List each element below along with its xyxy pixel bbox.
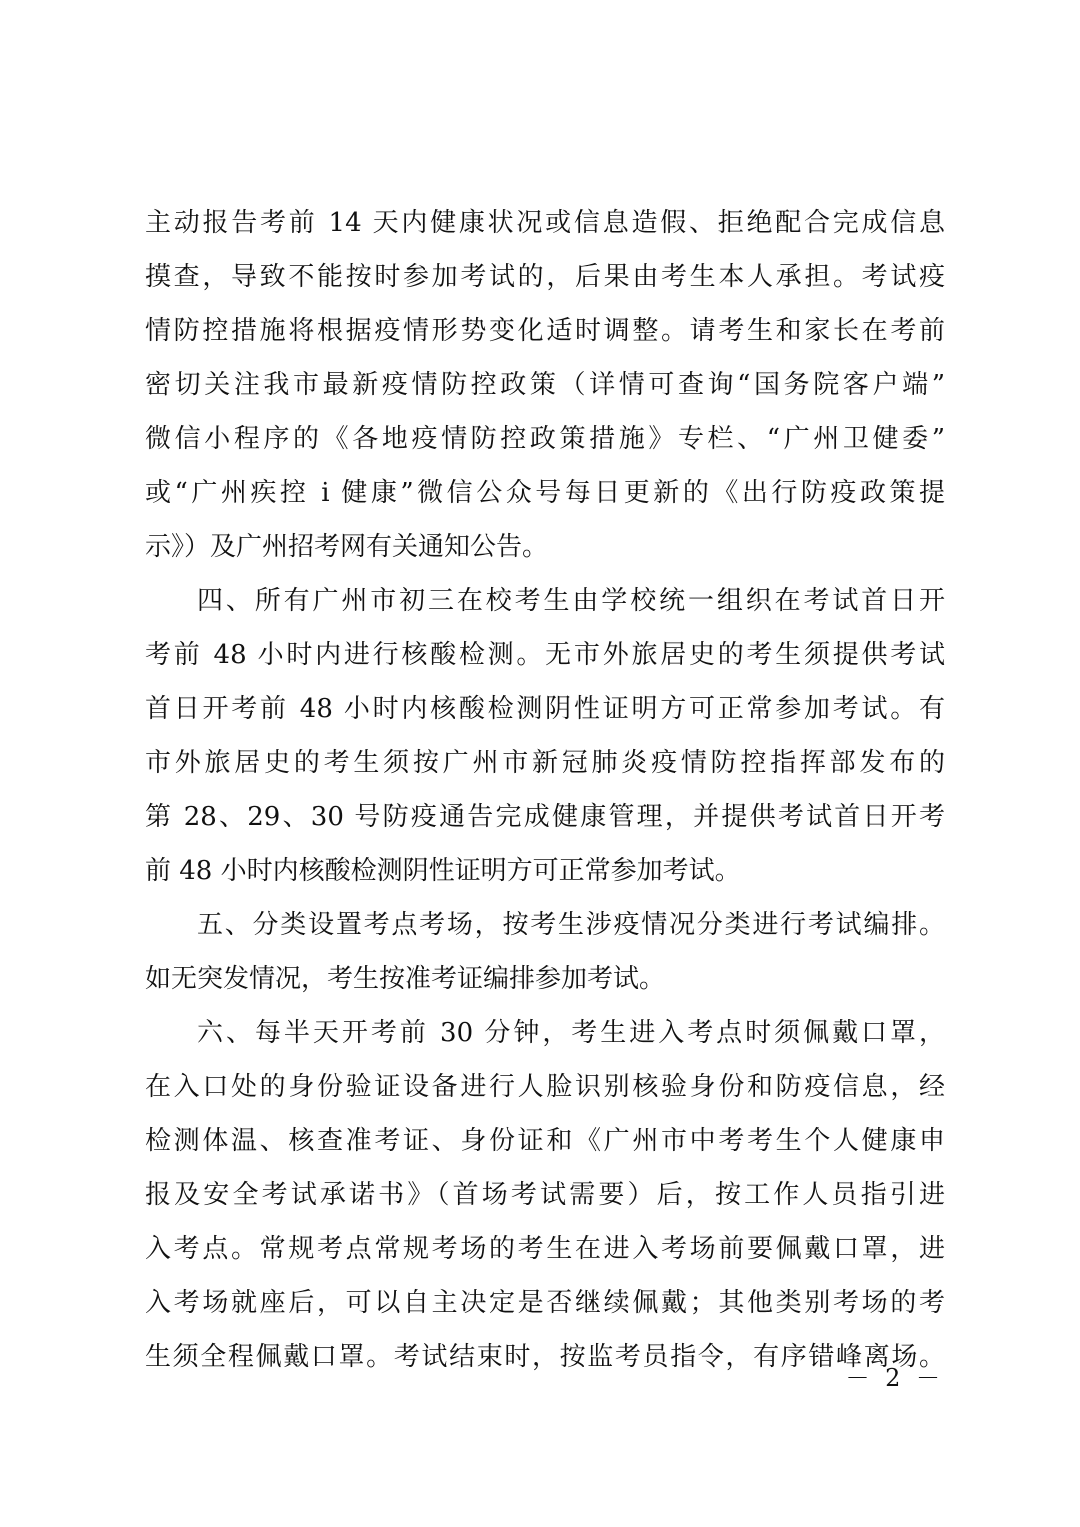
text-line: 第 28、29、30 号防疫通告完成健康管理，并提供考试首日开考 xyxy=(145,802,945,832)
page-number: － 2 － xyxy=(845,1364,944,1392)
body-text xyxy=(145,196,945,1384)
text-line: 摸查，导致不能按时参加考试的，后果由考生本人承担。考试疫 xyxy=(145,262,945,292)
text-line: 市外旅居史的考生须按广州市新冠肺炎疫情防控指挥部发布的 xyxy=(145,748,945,778)
text-line: 微信小程序的《各地疫情防控政策措施》专栏、“广州卫健委” xyxy=(145,424,945,454)
text-line: 入考场就座后，可以自主决定是否继续佩戴；其他类别考场的考 xyxy=(145,1288,945,1318)
text-line: 或“广州疾控 i 健康”微信公众号每日更新的《出行防疫政策提 xyxy=(145,478,945,508)
text-line: 报及安全考试承诺书》（首场考试需要）后，按工作人员指引进 xyxy=(145,1180,945,1210)
text-line: 情防控措施将根据疫情形势变化适时调整。请考生和家长在考前 xyxy=(145,316,945,346)
text-line: 示》）及广州招考网有关通知公告。 xyxy=(145,532,549,562)
text-line: 在入口处的身份验证设备进行人脸识别核验身份和防疫信息，经 xyxy=(145,1072,945,1102)
text-line: 密切关注我市最新疫情防控政策（详情可查询“国务院客户端” xyxy=(145,370,945,400)
text-line: 如无突发情况，考生按准考证编排参加考试。 xyxy=(145,964,666,994)
text-line: 入考点。常规考点常规考场的考生在进入考场前要佩戴口罩，进 xyxy=(145,1234,945,1264)
text-line: 考前 48 小时内进行核酸检测。无市外旅居史的考生须提供考试 xyxy=(145,640,945,670)
text-line: 检测体温、核查准考证、身份证和《广州市中考考生个人健康申 xyxy=(145,1126,945,1156)
text-line: 六、每半天开考前 30 分钟，考生进入考点时须佩戴口罩， xyxy=(197,1018,945,1048)
text-line: 五、分类设置考点考场，按考生涉疫情况分类进行考试编排。 xyxy=(197,910,945,940)
text-line: 四、所有广州市初三在校考生由学校统一组织在考试首日开 xyxy=(197,586,945,616)
text-line: 首日开考前 48 小时内核酸检测阴性证明方可正常参加考试。有 xyxy=(145,694,945,724)
text-line: 主动报告考前 14 天内健康状况或信息造假、拒绝配合完成信息 xyxy=(145,208,945,238)
text-line: 生须全程佩戴口罩。考试结束时，按监考员指令，有序错峰离场。 xyxy=(145,1342,945,1372)
text-line: 前 48 小时内核酸检测阴性证明方可正常参加考试。 xyxy=(145,856,741,886)
